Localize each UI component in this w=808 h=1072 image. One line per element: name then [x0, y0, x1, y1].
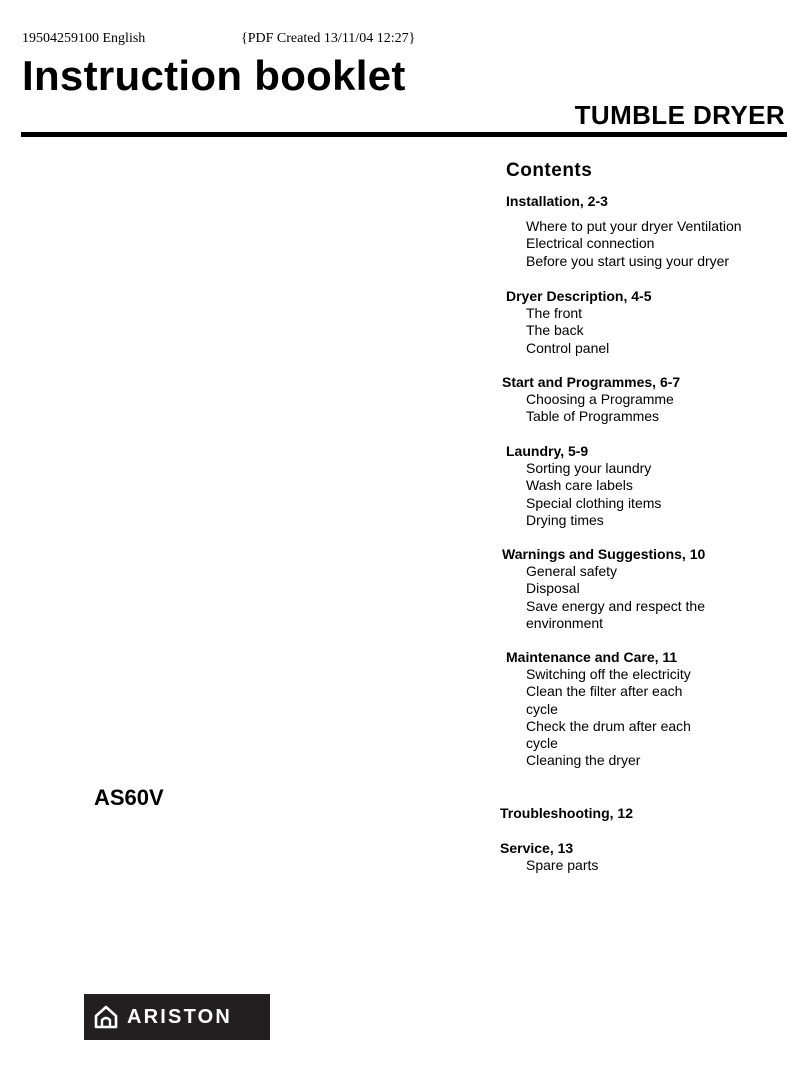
toc-item: Cleaning the dryer — [526, 752, 641, 769]
toc-section-troubleshooting — [500, 804, 633, 822]
toc-item: Special clothing items — [526, 494, 662, 511]
toc-section-title: Maintenance and Care, 11 — [506, 649, 678, 665]
toc-item: Disposal — [526, 580, 580, 597]
toc-item: Save energy and respect the environment — [526, 597, 706, 631]
toc-section-start-programmes — [502, 373, 680, 426]
toc-item: The front — [526, 305, 583, 321]
toc-item: General safety — [526, 563, 618, 579]
page-title: Instruction booklet — [22, 52, 406, 99]
toc-item: Sorting your laundry — [526, 460, 652, 476]
toc-section-title: Laundry, 5-9 — [506, 443, 589, 459]
toc-section-title: Service, 13 — [500, 840, 574, 856]
brand-name: ARISTON — [127, 1005, 233, 1028]
toc-section-title: Dryer Description, 4-5 — [506, 288, 652, 304]
toc-item: Drying times — [526, 511, 604, 528]
toc-section-laundry — [506, 442, 661, 529]
header-rule — [21, 132, 787, 137]
toc-section-title: Troubleshooting, 12 — [500, 805, 634, 821]
house-icon — [93, 1004, 119, 1030]
toc-section-title: Installation, 2-3 — [506, 193, 608, 209]
toc-item: Where to put your dryer Ventilation — [526, 218, 742, 234]
toc-item: Choosing a Programme — [526, 391, 674, 407]
toc-item: Table of Programmes — [526, 408, 660, 425]
product-type: TUMBLE DRYER — [574, 100, 785, 130]
contents-heading: Contents — [506, 160, 593, 181]
toc-item: Wash care labels — [526, 477, 633, 494]
toc-section-warnings — [502, 545, 726, 632]
toc-section-maintenance — [506, 648, 706, 770]
toc-item: Switching off the electricity — [526, 666, 691, 682]
toc-section-service — [500, 839, 598, 874]
toc-item: Control panel — [526, 339, 610, 356]
toc-section-dryer-description — [506, 287, 652, 357]
toc-section-installation — [506, 192, 742, 270]
document-code: 19504259100 English — [22, 31, 146, 46]
toc-item: Spare parts — [526, 857, 599, 873]
toc-item: Before you start using your dryer — [526, 252, 730, 269]
toc-section-title: Warnings and Suggestions, 10 — [502, 546, 706, 562]
toc-item: The back — [526, 322, 584, 339]
model-number: AS60V — [94, 785, 164, 810]
pdf-created-stamp: {PDF Created 13/11/04 12:27} — [241, 31, 416, 46]
toc-item: Check the drum after each cycle — [526, 717, 691, 752]
toc-item: Clean the filter after each cycle — [526, 683, 683, 717]
brand-logo — [84, 994, 270, 1040]
toc-item: Electrical connection — [526, 235, 655, 252]
toc-section-title: Start and Programmes, 6-7 — [502, 374, 681, 390]
